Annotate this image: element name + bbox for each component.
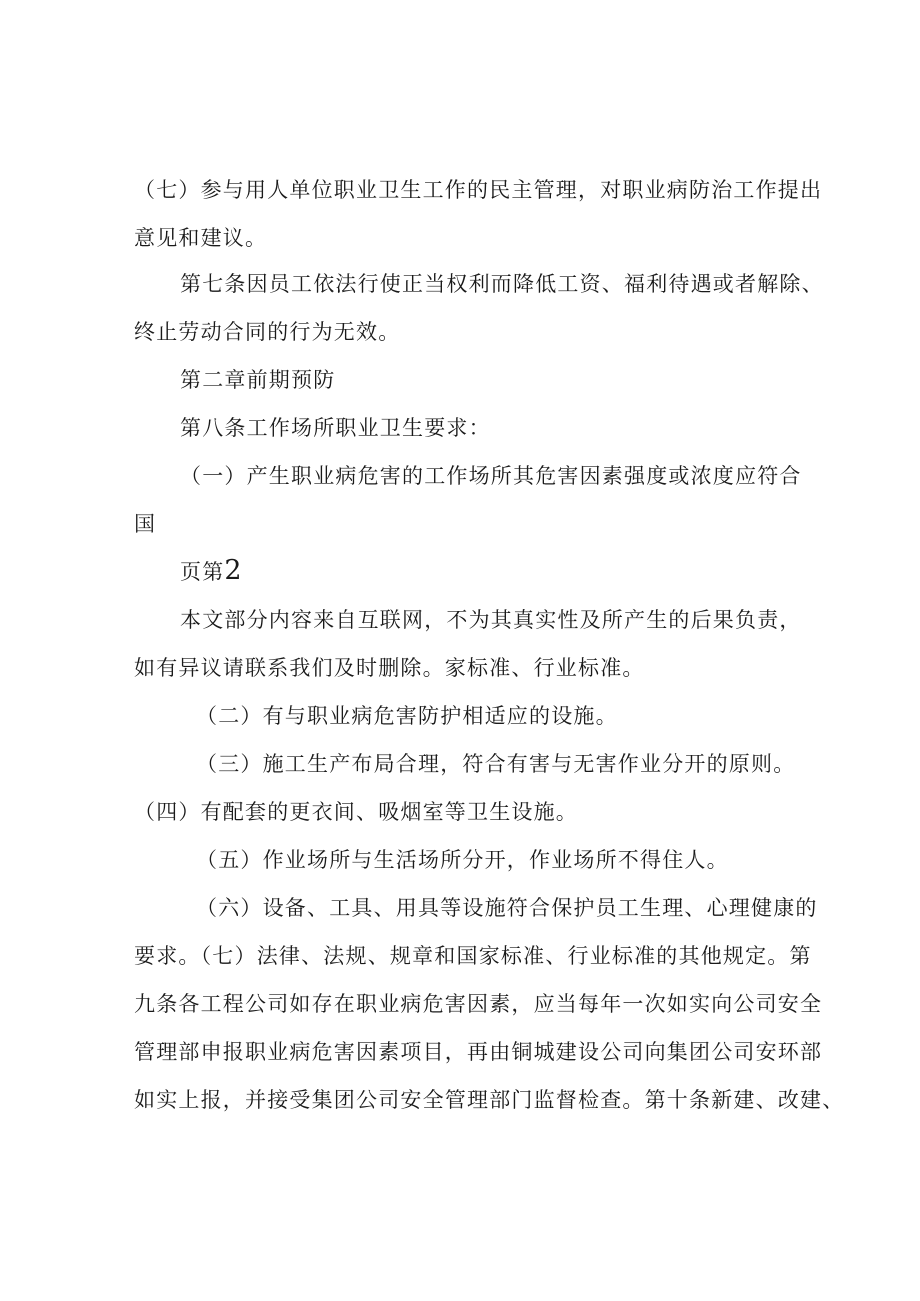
text-line: 九条各工程公司如存在职业病危害因素，应当每年一次如实向公司安全 <box>134 992 823 1016</box>
text-line: （七）参与用人单位职业卫生工作的民主管理，对职业病防治工作提出 <box>134 178 823 202</box>
text-line: （一）产生职业病危害的工作场所其危害因素强度或浓度应符合 <box>180 464 802 488</box>
text-line: 管理部申报职业病危害因素项目，再由铜城建设公司向集团公司安环部 <box>134 1040 823 1064</box>
chapter-heading: 第二章前期预防 <box>180 368 336 392</box>
text-line: 如实上报，并接受集团公司安全管理部门监督检查。第十条新建、改建、 <box>134 1088 845 1112</box>
text-line: 国 <box>134 512 157 536</box>
text-line: （五）作业场所与生活场所分开，作业场所不得住人。 <box>196 848 729 872</box>
page-label: 页第 <box>180 560 225 584</box>
text-line: 第八条工作场所职业卫生要求： <box>180 416 491 440</box>
text-line: 第七条因员工依法行使正当权利而降低工资、福利待遇或者解除、 <box>180 272 824 296</box>
text-line: （三）施工生产布局合理，符合有害与无害作业分开的原则。 <box>196 752 796 776</box>
text-line: 要求。（七）法律、法规、规章和国家标准、行业标准的其他规定。第 <box>134 944 812 968</box>
text-line: （六）设备、工具、用具等设施符合保护员工生理、心理健康的 <box>196 896 818 920</box>
text-line: 终止劳动合同的行为无效。 <box>134 320 401 344</box>
text-line: 意见和建议。 <box>134 226 268 250</box>
page-number-marker <box>180 557 242 586</box>
text-line: 本文部分内容来自互联网，不为其真实性及所产生的后果负责， <box>180 608 802 632</box>
page-number: 2 <box>224 555 242 586</box>
text-line: 如有异议请联系我们及时删除。家标准、行业标准。 <box>134 656 645 680</box>
text-line: （四）有配套的更衣间、吸烟室等卫生设施。 <box>134 800 578 824</box>
text-line: （二）有与职业病危害防护相适应的设施。 <box>196 704 618 728</box>
